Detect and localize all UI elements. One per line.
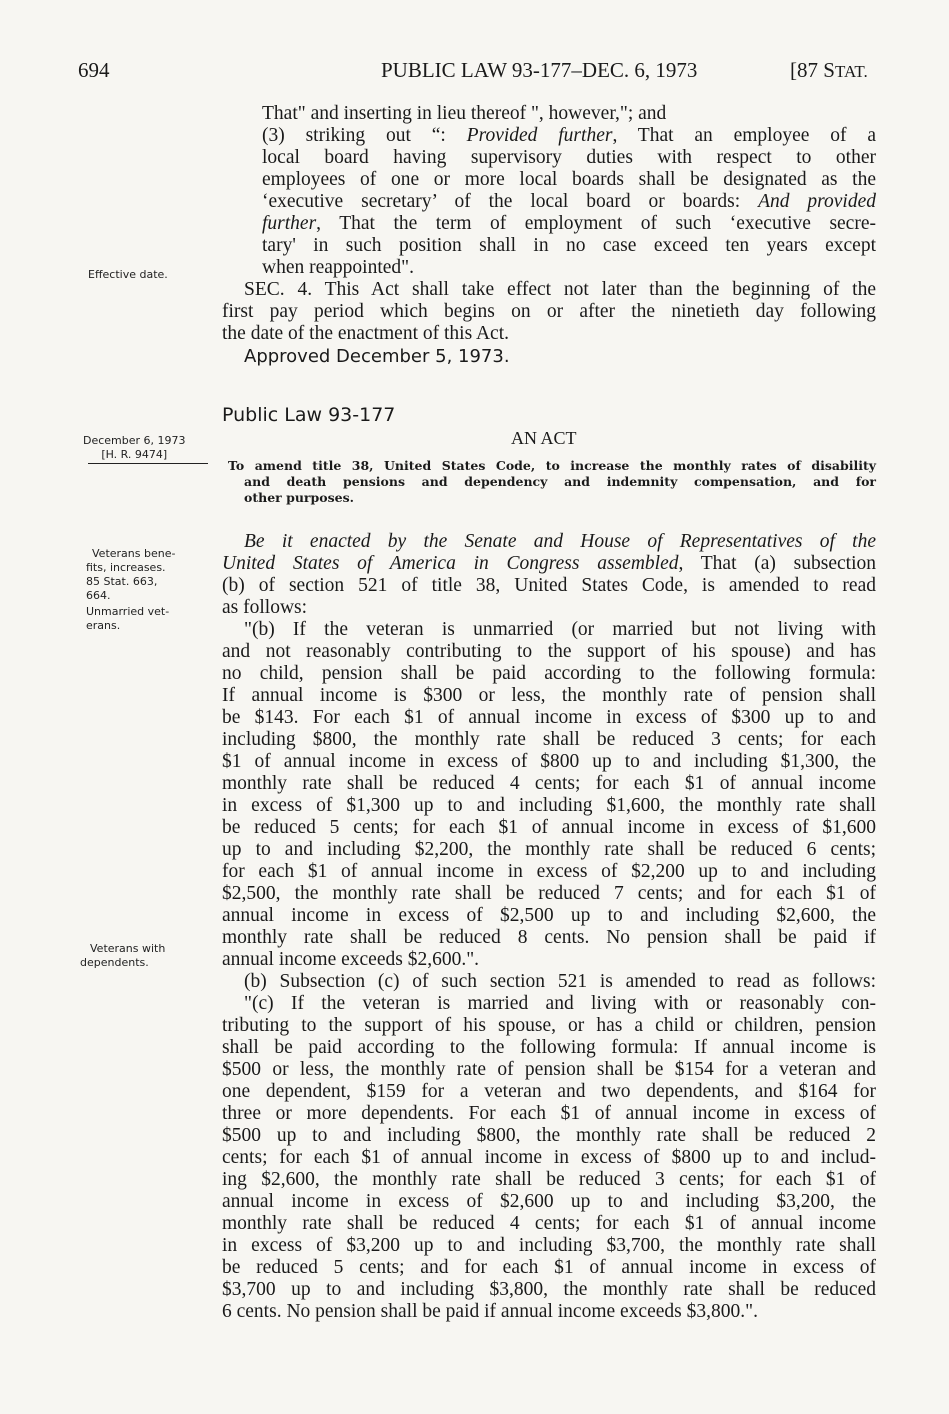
text-line: be $143. For each $1 of annual income in excess of $300 up to and <box>222 707 876 728</box>
text-line: local board having supervisory duties with respect to other <box>262 147 876 168</box>
approved-date: Approved December 5, 1973. <box>244 346 510 367</box>
purpose-line: and death pensions and dependency and indemnity compensation, and for <box>244 474 876 489</box>
text-line: annual income exceeds $2,600.". <box>222 949 480 970</box>
purpose-line: other purposes. <box>244 490 354 505</box>
text-line: for each $1 of annual income in excess of $2,200 up to and including <box>222 861 876 882</box>
text-line: cents; for each $1 of annual income in excess of $800 up to and includ- <box>222 1147 876 1168</box>
text-line: $1 of annual income in excess of $800 up to and including $1,300, the <box>222 751 876 772</box>
stat-reference: [87 STAT. <box>790 58 868 82</box>
text-line: employees of one or more local boards shall be designated as the <box>262 169 876 190</box>
margin-note-unmarried-veterans: Unmarried vet- erans. <box>86 605 170 632</box>
text-line: one dependent, $159 for a veteran and two dependents, and $164 for <box>222 1081 876 1102</box>
text-line: be reduced 5 cents; and for each $1 of annual income in excess of <box>222 1257 876 1278</box>
text-line: 6 cents. No pension shall be paid if annual income exceeds $3,800.". <box>222 1301 758 1322</box>
text-line: $2,500, the monthly rate shall be reduced 7 cents; and for each $1 of <box>222 883 876 904</box>
text-line: "(b) If the veteran is unmarried (or married but not living with <box>244 619 876 640</box>
text-line: up to and including $2,200, the monthly rate shall be reduced 6 cents; <box>222 839 876 860</box>
text-line: SEC. 4. This Act shall take effect not later than the beginning of the <box>244 279 876 300</box>
text-line: annual income in excess of $2,600 up to and including $3,200, the <box>222 1191 876 1212</box>
text-line: If annual income is $300 or less, the monthly rate of pension shall <box>222 685 876 706</box>
text-line: in excess of $3,200 up to and including $3,700, the monthly rate shall <box>222 1235 876 1256</box>
text-line: (b) of section 521 of title 38, United States Code, is amended to read <box>222 575 876 596</box>
text-line: (3) striking out “: Provided further, That an employee of a <box>262 125 876 146</box>
text-line: be reduced 5 cents; for each $1 of annual income in excess of $1,600 <box>222 817 876 838</box>
text-line: annual income in excess of $2,500 up to and including $2,600, the <box>222 905 876 926</box>
text-line: tributing to the support of his spouse, or has a child or children, pension <box>222 1015 876 1036</box>
purpose-line: To amend title 38, United States Code, to increase the monthly rates of disability <box>228 458 876 473</box>
law-title: Public Law 93-177 <box>222 404 396 426</box>
text-line: further, That the term of employment of such ‘executive secre- <box>262 213 876 234</box>
text-line: That" and inserting in lieu thereof ", however,"; and <box>262 103 667 124</box>
text-line: tary' in such position shall in no case exceed ten years except <box>262 235 876 256</box>
text-line: ‘executive secretary’ of the local board or boards: And provided <box>262 191 876 212</box>
text-line: the date of the enactment of this Act. <box>222 323 509 344</box>
text-line: shall be paid according to the following formula: If annual income is <box>222 1037 876 1058</box>
text-line: when reappointed". <box>262 257 414 278</box>
margin-note-date-reference: December 6, 1973 [H. R. 9474] <box>83 434 186 461</box>
text-line: including $800, the monthly rate shall be reduced 3 cents; for each <box>222 729 876 750</box>
text-line: and not reasonably contributing to the support of his spouse) and has <box>222 641 876 662</box>
margin-note-veterans-with-dependents: Veterans with dependents. <box>80 942 166 969</box>
text-line: (b) Subsection (c) of such section 521 is amended to read as follows: <box>244 971 876 992</box>
text-line: United States of America in Congress assembled, That (a) subsection <box>222 553 876 574</box>
margin-note-veterans-benefits: Veterans bene- fits, increases. 85 Stat. 663, 664. <box>86 547 176 602</box>
divider-rule <box>88 463 208 464</box>
text-line: first pay period which begins on or after the ninetieth day following <box>222 301 876 322</box>
act-label: AN ACT <box>511 428 577 448</box>
text-line: three or more dependents. For each $1 of annual income in excess of <box>222 1103 876 1124</box>
text-line: Be it enacted by the Senate and House of Representatives of the <box>244 531 876 552</box>
text-line: in excess of $1,300 up to and including $1,600, the monthly rate shall <box>222 795 876 816</box>
page-number: 694 <box>78 58 110 82</box>
margin-note-effective-date: Effective date. <box>88 268 168 281</box>
running-head: PUBLIC LAW 93-177–DEC. 6, 1973 <box>381 58 698 82</box>
text-line: monthly rate shall be reduced 8 cents. No pension shall be paid if <box>222 927 876 948</box>
text-line: monthly rate shall be reduced 4 cents; for each $1 of annual income <box>222 1213 876 1234</box>
text-line: "(c) If the veteran is married and living with or reasonably con- <box>244 993 876 1014</box>
text-line: $3,700 up to and including $3,800, the monthly rate shall be reduced <box>222 1279 876 1300</box>
text-line: no child, pension shall be paid according to the following formula: <box>222 663 876 684</box>
text-line: ing $2,600, the monthly rate shall be reduced 3 cents; for each $1 of <box>222 1169 876 1190</box>
text-line: monthly rate shall be reduced 4 cents; for each $1 of annual income <box>222 773 876 794</box>
text-line: as follows: <box>222 597 308 618</box>
text-line: $500 or less, the monthly rate of pension shall be $154 for a veteran and <box>222 1059 876 1080</box>
text-line: $500 up to and including $800, the monthly rate shall be reduced 2 <box>222 1125 876 1146</box>
